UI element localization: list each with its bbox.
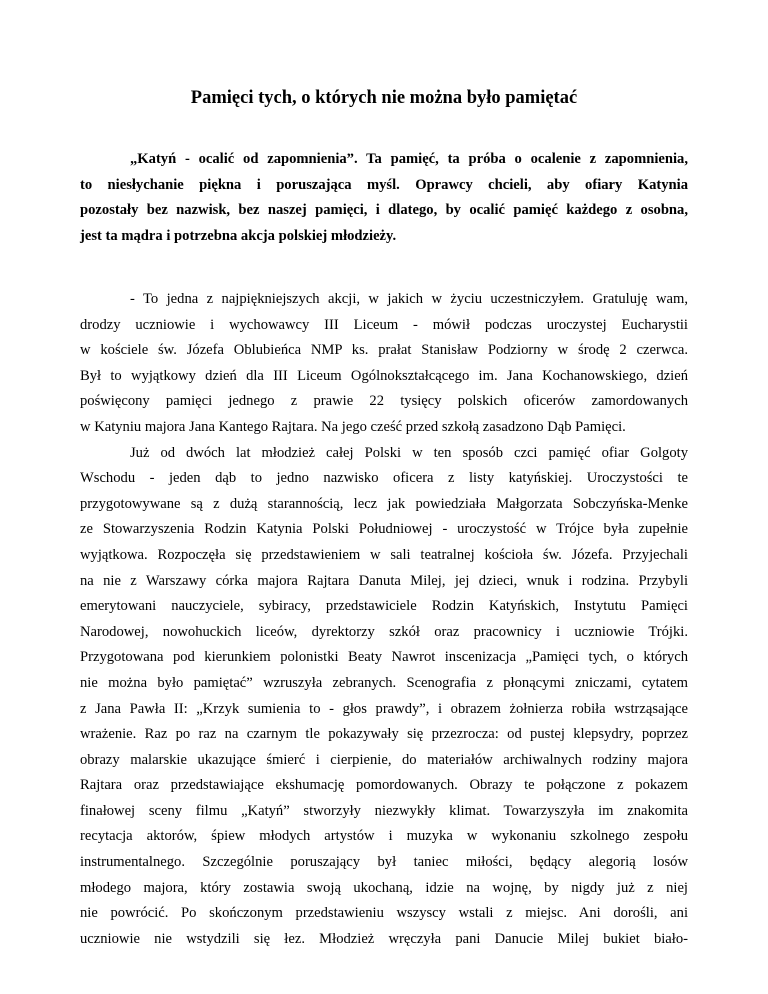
paragraph-2-line: emerytowani nauczyciele, sybiracy, przedstawiciele Rodzin Katyńskich, Instytutu Pamięci: [80, 598, 688, 615]
paragraph-2-line: nie powrócić. Po skończonym przedstawieniu wszyscy wstali z miejsc. Ani dorośli, ani: [80, 905, 688, 922]
paragraph-1-line: drodzy uczniowie i wychowawcy III Liceum - mówił podczas uroczystej Eucharystii: [80, 316, 688, 333]
lead-paragraph: [80, 147, 688, 249]
paragraph-1-line: poświęcony pamięci jednego z prawie 22 tysięcy polskich oficerów zamordowanych: [80, 393, 688, 410]
lead-line: pozostały bez nazwisk, bez naszej pamięci, i dlatego, by ocalić pamięć każdego z osobna,: [80, 202, 688, 219]
paragraph-2-line: Wschodu - jeden dąb to jedno nazwisko oficera z listy katyńskiej. Uroczystości te: [80, 470, 688, 487]
paragraph-2-line: wyjątkowa. Rozpoczęła się przedstawieniem w sali teatralnej kościoła św. Józefa. Przyjechali: [80, 546, 688, 563]
paragraph-1-line: Był to wyjątkowy dzień dla III Liceum Ogólnokształcącego im. Jana Kochanowskiego, dzień: [80, 367, 688, 384]
lead-line: to niesłychanie piękna i poruszająca myśl. Oprawcy chcieli, aby ofiary Katynia: [80, 176, 688, 193]
paragraph-2-line: młodego majora, który zostawia swoją ukochaną, idzie na wojnę, by nigdy już z niej: [80, 879, 688, 896]
paragraph-2-line: nie można było pamiętać” wzruszyła zebranych. Scenografia z płonącymi zniczami, cytatem: [80, 674, 688, 691]
paragraph-2-line: Narodowej, nowohuckich liceów, dyrektorzy szkół oraz pracownicy i uczniowie Trójki.: [80, 623, 688, 640]
lead-line: „Katyń - ocalić od zapomnienia”. Ta pamięć, ta próba o ocalenie z zapomnienia,: [130, 151, 688, 167]
paragraph-2-line: recytacja aktorów, śpiew młodych artystów i muzyka w wykonaniu szkolnego zespołu: [80, 828, 688, 845]
paragraph-2-line: Już od dwóch lat młodzież całej Polski w ten sposób czci pamięć ofiar Golgoty: [130, 444, 688, 461]
paragraph-2-line: z Jana Pawła II: „Krzyk sumienia to - głos prawdy”, i obrazem żołnierza robiła wstrząsające: [80, 700, 688, 717]
paragraph-1-line: w Katyniu majora Jana Kantego Rajtara. Na jego cześć przed szkołą zasadzono Dąb Pamięci.: [80, 418, 626, 435]
body-text: [80, 287, 688, 952]
paragraph-2-line: Rajtara oraz przedstawiające ekshumację pomordowanych. Obrazy te połączone z pokazem: [80, 777, 688, 794]
page-title: Pamięci tych, o których nie można było pamiętać: [190, 88, 578, 108]
paragraph-2-line: przygotowywane są z dużą starannością, lecz jak powiedziała Małgorzata Sobczyńska-Menke: [80, 495, 688, 512]
paragraph-2-line: uczniowie nie wstydzili się łez. Młodzież wręczyła pani Danucie Milej bukiet biało-: [80, 930, 688, 947]
paragraph-2-line: na nie z Warszawy córka majora Rajtara Danuta Milej, jej dzieci, wnuk i rodzina. Przybyli: [80, 572, 688, 589]
paragraph-2-line: instrumentalnego. Szczególnie poruszający był taniec miłości, będący alegorią losów: [80, 854, 688, 871]
lead-line: jest ta mądra i potrzebna akcja polskiej młodzieży.: [80, 227, 397, 244]
paragraph-2-line: obrazy malarskie ukazujące śmierć i cierpienie, do materiałów archiwalnych rodziny majora: [80, 751, 688, 768]
paragraph-1-line: w kościele św. Józefa Oblubieńca NMP ks. prałat Stanisław Podziorny w środę 2 czerwca.: [80, 342, 688, 359]
paragraph-2-line: finałowej sceny filmu „Katyń” stworzyły niezwykły klimat. Towarzyszyła im znakomita: [80, 802, 688, 819]
paragraph-2-line: Przygotowana pod kierunkiem polonistki Beaty Nawrot inscenizacja „Pamięci tych, o których: [80, 649, 688, 666]
paragraph-1-line: - To jedna z najpiękniejszych akcji, w jakich w życiu uczestniczyłem. Gratuluję wam,: [130, 291, 688, 307]
paragraph-2-line: ze Stowarzyszenia Rodzin Katynia Polski Południowej - uroczystość w Trójce była zupełnie: [80, 521, 688, 538]
paragraph-2-line: wrażenie. Raz po raz na czarnym tle pokazywały się przezrocza: od pustej klepsydry, poprzez: [80, 726, 688, 743]
